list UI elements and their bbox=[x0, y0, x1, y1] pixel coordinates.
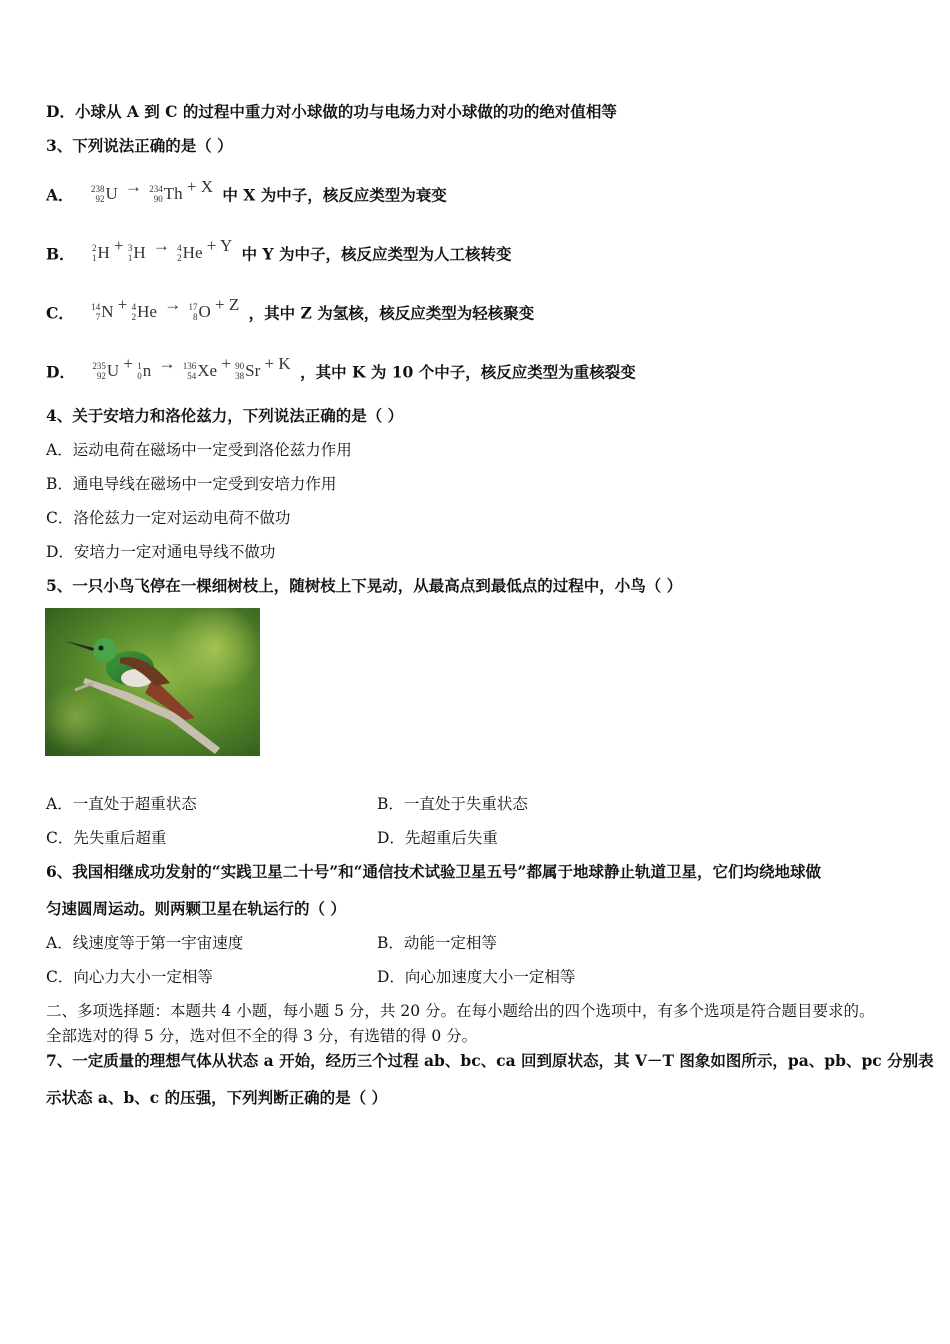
option-text: 中 X 为中子，核反应类型为衰变 bbox=[222, 185, 447, 205]
option-d-previous: D．小球从 A 到 C 的过程中重力对小球做的功与电场力对小球做的功的绝对值相等 bbox=[46, 102, 617, 121]
equation-c: 14 7 N + 4 2 He → 17 8 O + Z bbox=[91, 295, 240, 322]
section-2-heading: 二、多项选择题：本题共 4 小题，每小题 5 分，共 20 分。在每小题给出的四个选项中，有多个选项是符合题目要求的。 bbox=[46, 1002, 875, 1020]
q3-option-c bbox=[46, 295, 535, 328]
q3-option-a bbox=[46, 177, 447, 210]
q5-option-a: A．一直处于超重状态 bbox=[46, 795, 197, 813]
question-6-line2: 匀速圆周运动。则两颗卫星在轨运行的（ ） bbox=[46, 899, 346, 918]
section-2-scoring: 全部选对的得 5 分，选对但不全的得 3 分，有选错的得 0 分。 bbox=[46, 1027, 478, 1045]
option-text: ，其中 K 为 10 个中子，核反应类型为重核裂变 bbox=[300, 362, 636, 382]
question-7-line2: 示状态 a、b、c 的压强，下列判断正确的是（ ） bbox=[46, 1088, 388, 1107]
question-3: 3、下列说法正确的是（ ） bbox=[46, 136, 233, 155]
equation-b: 2 1 H + 3 1 H → 4 2 He + Y bbox=[92, 236, 233, 263]
q4-option-a: A．运动电荷在磁场中一定受到洛伦兹力作用 bbox=[46, 441, 352, 459]
q5-option-d: D．先超重后失重 bbox=[377, 829, 498, 847]
option-text: 中 Y 为中子，核反应类型为人工核转变 bbox=[241, 244, 512, 264]
q5-option-b: B．一直处于失重状态 bbox=[377, 795, 528, 813]
option-label: B． bbox=[46, 244, 75, 264]
q4-option-b: B．通电导线在磁场中一定受到安培力作用 bbox=[46, 475, 337, 493]
option-label: C． bbox=[46, 303, 74, 323]
option-label: D． bbox=[46, 362, 75, 382]
option-text: ，其中 Z 为氢核，核反应类型为轻核聚变 bbox=[248, 303, 535, 323]
q4-option-d: D．安培力一定对通电导线不做功 bbox=[46, 543, 276, 561]
option-label: A． bbox=[46, 185, 74, 205]
hummingbird-photo bbox=[45, 608, 260, 756]
q6-option-a: A．线速度等于第一宇宙速度 bbox=[46, 934, 244, 952]
q3-option-d bbox=[46, 354, 636, 387]
q3-option-b bbox=[46, 236, 512, 269]
q5-option-c: C．先失重后超重 bbox=[46, 829, 167, 847]
q6-option-d: D．向心加速度大小一定相等 bbox=[377, 968, 576, 986]
question-4: 4、关于安培力和洛伦兹力，下列说法正确的是（ ） bbox=[46, 406, 404, 425]
question-5: 5、一只小鸟飞停在一棵细树枝上，随树枝上下晃动，从最高点到最低点的过程中，小鸟（ ） bbox=[46, 576, 683, 595]
question-6-line1: 6、我国相继成功发射的“实践卫星二十号”和“通信技术试验卫星五号”都属于地球静止轨道卫星，它们均绕地球做 bbox=[46, 862, 821, 881]
q6-option-b: B．动能一定相等 bbox=[377, 934, 497, 952]
q4-option-c: C．洛伦兹力一定对运动电荷不做功 bbox=[46, 509, 291, 527]
equation-a: 238 92 U → 234 90 Th + X bbox=[90, 177, 213, 204]
q6-option-c: C．向心力大小一定相等 bbox=[46, 968, 213, 986]
question-7-line1: 7、一定质量的理想气体从状态 a 开始，经历三个过程 ab、bc、ca 回到原状态，其 V－T 图象如图所示，pa、pb、pc 分别表 bbox=[46, 1051, 934, 1070]
equation-d: 235 92 U + 1 0 n → 136 54 Xe + 90 38 Sr + K bbox=[92, 354, 291, 381]
